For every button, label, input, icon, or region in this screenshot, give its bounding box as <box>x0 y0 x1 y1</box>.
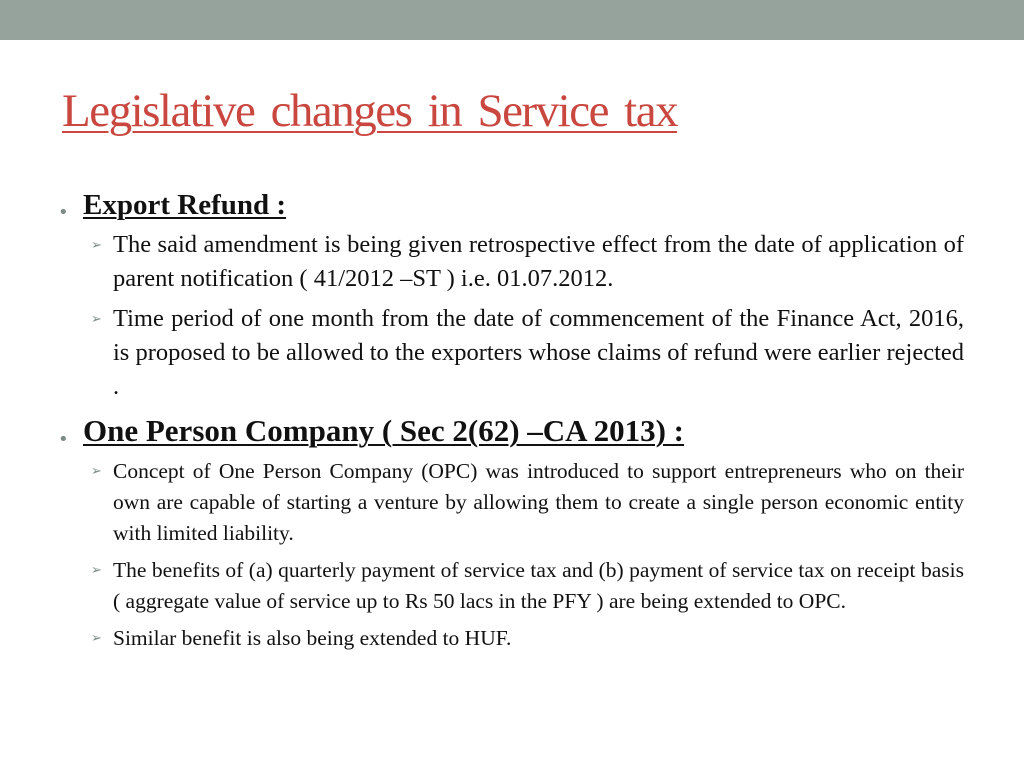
section-one-person-company <box>58 411 964 451</box>
list-item-text: The benefits of (a) quarterly payment of service tax and (b) payment of service tax on receipt basis ( aggregate value of service up to Rs 50 lacs in the PFY ) are being extended to OPC. <box>113 558 964 613</box>
list-item-text: Concept of One Person Company (OPC) was introduced to support entrepreneurs who on their own are capable of starting a venture by allowing them to create a single person economic entity with limited liability. <box>113 459 964 545</box>
list-item <box>91 623 964 654</box>
sub-list-export-refund <box>87 228 964 404</box>
list-item-text: The said amendment is being given retrospective effect from the date of application of parent notification ( 41/2012 –ST ) i.e. 01.07.2012. <box>113 231 964 292</box>
slide-title: Legislative changes in Service tax <box>62 85 678 137</box>
arrowhead-bullet-icon: ➢ <box>91 464 102 479</box>
list-item <box>91 228 964 296</box>
arrowhead-bullet-icon: ➢ <box>91 312 102 327</box>
section-heading: One Person Company ( Sec 2(62) –CA 2013) : <box>83 413 685 448</box>
list-item-text: Time period of one month from the date of commencement of the Finance Act, 2016, is proposed to be allowed to the exporters whose claims of refund were earlier rejected . <box>113 305 964 400</box>
bullet-dot-icon: • <box>58 429 69 450</box>
top-accent-band <box>0 0 1024 40</box>
list-item <box>91 555 964 617</box>
list-item-text: Similar benefit is also being extended to HUF. <box>113 626 512 650</box>
arrowhead-bullet-icon: ➢ <box>91 563 102 578</box>
section-export-refund <box>58 186 964 224</box>
list-item <box>91 302 964 404</box>
bullet-dot-icon: • <box>58 202 69 223</box>
arrowhead-bullet-icon: ➢ <box>91 631 102 646</box>
slide-content <box>58 186 964 654</box>
section-heading: Export Refund : <box>83 189 287 221</box>
list-item <box>91 456 964 549</box>
arrowhead-bullet-icon: ➢ <box>91 238 102 253</box>
sub-list-one-person-company <box>87 456 964 654</box>
